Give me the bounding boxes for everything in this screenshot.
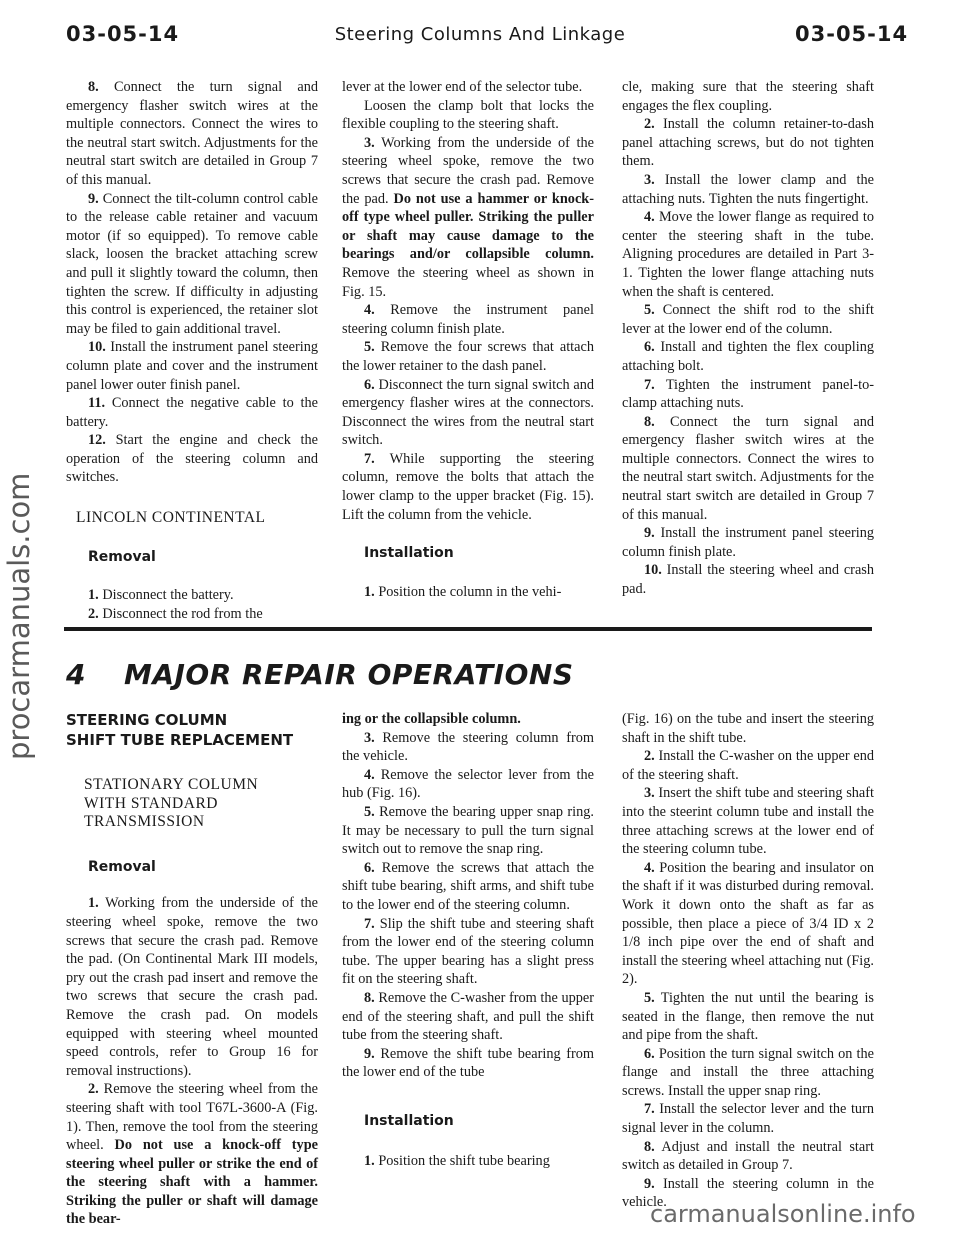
list-item	[66, 78, 318, 190]
step-number: 6.	[364, 376, 375, 393]
step-text: Install the steering wheel and crash pad.	[622, 562, 874, 598]
step-number: 1.	[364, 1153, 375, 1170]
step-number: 8.	[644, 1138, 655, 1155]
step-text: Disconnect the rod from the	[102, 605, 263, 622]
step-text: Remove the shift tube bearing from the lower end of the tube	[342, 1045, 594, 1081]
paragraph: cle, making sure that the steering shaft engages the flex coupling.	[622, 79, 874, 114]
warning-text: Do not use a knock-off type steering wheel puller or strike the end of the steering shaft with a hammer. Striking the puller or shaft will damage the bear-	[66, 1137, 318, 1228]
step-number: 1.	[88, 895, 99, 912]
page-number-right: 03-05-14	[795, 22, 909, 46]
list-item	[342, 915, 594, 989]
section-heading-text: MAJOR REPAIR OPERATIONS	[123, 658, 574, 691]
list-item	[342, 376, 594, 450]
step-number: 5.	[644, 989, 655, 1006]
subsection-title-line-3: TRANSMISSION	[84, 813, 205, 831]
step-text: Adjust and install the neutral start switch as detailed in Group 7.	[622, 1138, 874, 1174]
bottom-column-1	[66, 710, 318, 1229]
page-header	[0, 18, 960, 58]
step-text: Connect the shift rod to the shift lever at the lower end of the column.	[622, 302, 874, 337]
step-text: Disconnect the battery.	[102, 587, 234, 604]
procedure-heading-line-2: SHIFT TUBE REPLACEMENT	[66, 731, 294, 749]
step-number: 5.	[364, 803, 375, 820]
step-text: Insert the shift tube and steering shaft into the steerint column tube and install the three attaching screws at the lower end of the steering column tube.	[622, 785, 875, 858]
section-title: LINCOLN CONTINENTAL	[76, 509, 266, 527]
step-number: 4.	[644, 209, 655, 226]
step-number: 3.	[364, 729, 375, 746]
list-item	[622, 413, 874, 525]
step-text: Slip the shift tube and steering shaft from the lower end of the steering column tube. The upper bearing has a slight press fit on the steering shaft.	[342, 915, 594, 988]
step-number: 2.	[644, 116, 655, 133]
removal-heading: Removal	[88, 858, 156, 875]
step-number: 9.	[644, 1175, 655, 1192]
step-number: 7.	[644, 376, 655, 393]
list-item	[622, 1045, 874, 1101]
step-text: Install the column retainer-to-dash panel attaching screws, but do not tighten them.	[622, 116, 874, 170]
major-section-heading	[66, 658, 574, 691]
step-text: Connect the turn signal and emergency flasher switch wires at the multiple connectors. Connect the wires to the neutral start switch. Adjustments for the neutral start switch are detailed in Group 7 of this manual.	[66, 79, 318, 188]
step-text: Disconnect the turn signal switch and emergency flasher wires at the connectors. Disconnect the wires from the neutral start switch.	[342, 376, 595, 449]
step-number: 7.	[644, 1101, 655, 1118]
step-number: 8.	[364, 989, 375, 1006]
list-item	[342, 1152, 594, 1171]
step-text: Remove the steering column from the vehicle.	[342, 729, 595, 765]
step-text: Position the column in the vehi-	[378, 583, 562, 600]
top-column-2	[342, 78, 594, 601]
list-item	[622, 208, 874, 301]
list-item	[622, 561, 874, 598]
step-number: 9.	[644, 525, 655, 542]
step-number: 10.	[644, 562, 662, 579]
step-number: 6.	[644, 339, 655, 356]
list-item	[342, 338, 594, 375]
warning-text: ing or the collapsible column.	[342, 711, 521, 727]
list-item	[342, 583, 594, 602]
list-item	[622, 338, 874, 375]
list-item	[66, 338, 318, 394]
list-item	[622, 1100, 874, 1137]
step-text: Start the engine and check the operation of the steering column and switches.	[66, 432, 318, 486]
list-item	[622, 1138, 874, 1175]
step-number: 5.	[364, 339, 375, 356]
list-item	[66, 190, 318, 339]
procedure-heading-line-1: STEERING COLUMN	[66, 711, 228, 729]
top-column-1	[66, 78, 318, 623]
step-number: 1.	[364, 583, 375, 600]
list-item	[622, 989, 874, 1045]
step-text: Working from the underside of the steering wheel spoke, remove the two screws that secure the crash pad. Remove the pad.	[342, 134, 594, 207]
step-text: Position the bearing and insulator on the shaft if it was disturbed during removal. Work it down onto the shaft as far as possible, then place a piece of 3/4 ID x 2 1/8 inch pipe over the end of shaft and install the steering wheel attaching nut (Fig. 2).	[622, 859, 874, 988]
step-text: Remove the steering wheel from the steering shaft with tool T67L-3600-A (Fig. 1). Then, remove the tool from the steering wheel.	[66, 1081, 318, 1154]
step-text: Position the shift tube bearing	[378, 1153, 550, 1170]
list-item	[622, 524, 874, 561]
step-text: Install the instrument panel steering column finish plate.	[622, 525, 875, 560]
step-number: 2.	[88, 605, 99, 622]
step-text: Install the C-washer on the upper end of the steering shaft.	[622, 748, 875, 783]
list-item	[66, 586, 318, 605]
bottom-watermark: carmanualsonline.info	[650, 1200, 916, 1228]
side-watermark: procarmanuals.com	[2, 472, 36, 760]
step-number: 9.	[364, 1045, 375, 1062]
step-number: 12.	[88, 432, 106, 449]
step-number: 6.	[364, 859, 375, 876]
paragraph: Loosen the clamp bolt that locks the flexible coupling to the steering shaft.	[342, 97, 594, 133]
step-text: Tighten the instrument panel-to-clamp attaching nuts.	[622, 376, 874, 412]
list-item	[622, 115, 874, 171]
list-item	[342, 301, 594, 338]
list-item	[66, 394, 318, 431]
step-text: Install the instrument panel steering column plate and cover and the instrument panel lower outer finish panel.	[66, 339, 318, 393]
step-number: 4.	[364, 302, 375, 319]
list-item	[622, 784, 874, 858]
step-text: Connect the turn signal and emergency flasher switch wires at the multiple connectors. Connect the wires to the neutral start switch. Adjustments for the neutral start switch are detailed in Group 7 of this manual.	[622, 413, 874, 523]
step-number: 8.	[88, 79, 99, 95]
step-number: 5.	[644, 302, 655, 319]
installation-heading: Installation	[364, 1112, 454, 1129]
step-number: 10.	[88, 339, 106, 356]
list-item	[342, 450, 594, 524]
list-item	[622, 171, 874, 208]
removal-heading: Removal	[88, 548, 156, 565]
section-divider	[64, 627, 872, 631]
bottom-column-3	[622, 710, 874, 1212]
list-item	[342, 729, 594, 766]
step-text: Connect the negative cable to the battery.	[66, 395, 319, 430]
step-text: Remove the four screws that attach the lower retainer to the dash panel.	[342, 339, 594, 374]
step-text: Remove the steering wheel as shown in Fig. 15.	[342, 264, 594, 300]
step-number: 4.	[644, 859, 655, 876]
step-number: 2.	[88, 1081, 99, 1098]
page-title: Steering Columns And Linkage	[334, 24, 626, 45]
step-text: Remove the instrument panel steering column finish plate.	[342, 302, 594, 337]
step-text: Connect the tilt-column control cable to the release cable retainer and vacuum motor (if so equipped). To remove cable slack, loosen the bracket attaching screw and pull it slightly toward the column, then tighten the screw. If difficulty in adjusting this control is experienced, the retainer slot may be filed to gain additional travel.	[66, 190, 318, 337]
step-text: Position the turn signal switch on the flange and install the three attaching screws. Install the upper snap ring.	[622, 1045, 874, 1099]
list-item	[66, 1080, 318, 1229]
step-text: Working from the underside of the steering wheel spoke, remove the two screws that secure the crash pad. Remove the pad. (On Continental Mark III models, pry out the crash pad insert and remove the two screws that secure the crash pad. Remove the crash pad. On models equipped with steering wheel mounted speed controls, refer to Group 16 for removal instructions).	[66, 895, 318, 1079]
installation-heading: Installation	[364, 545, 454, 562]
list-item	[622, 376, 874, 413]
step-text: Move the lower flange as required to center the steering shaft in the tube. Aligning procedures are detailed in Part 3-1. Tighten the lower flange attaching nuts when the shaft is centered.	[622, 209, 874, 300]
step-number: 3.	[644, 785, 655, 802]
page-number-left: 03-05-14	[66, 22, 180, 46]
warning-text: Do not use a hammer or knock-off type wheel puller. Striking the puller or shaft may cause damage to the bearings and/or collapsible column.	[342, 190, 595, 263]
list-item	[66, 431, 318, 487]
step-number: 3.	[364, 134, 375, 151]
list-item	[342, 766, 594, 803]
step-number: 1.	[88, 587, 99, 604]
list-item	[66, 894, 318, 1080]
top-column-3	[622, 78, 874, 599]
list-item	[622, 859, 874, 989]
step-text: Remove the screws that attach the shift tube bearing, shift arms, and shift tube to the lower end of the steering column.	[342, 859, 595, 913]
step-number: 4.	[364, 766, 375, 783]
section-number: 4	[66, 658, 86, 691]
list-item	[342, 1045, 594, 1082]
step-number: 9.	[88, 190, 99, 207]
list-item	[342, 859, 594, 915]
subsection-title-line-2: WITH STANDARD	[84, 794, 218, 812]
step-text: Remove the selector lever from the hub (Fig. 16).	[342, 766, 594, 802]
list-item	[66, 605, 318, 624]
step-text: Install the lower clamp and the attaching nuts. Tighten the nuts fingertight.	[622, 171, 874, 207]
list-item	[342, 803, 594, 859]
bottom-column-2	[342, 710, 594, 1171]
step-text: Remove the bearing upper snap ring. It may be necessary to pull the turn signal switch out to remove the snap ring.	[342, 803, 595, 858]
list-item	[342, 989, 594, 1045]
step-number: 7.	[364, 450, 375, 467]
step-text: Install the steering column in the vehicle.	[622, 1175, 874, 1211]
step-text: Remove the C-washer from the upper end of the steering shaft, and pull the shift tube from the steering shaft.	[342, 989, 594, 1044]
step-text: Tighten the nut until the bearing is seated in the flange, then remove the nut and pipe from the shaft.	[622, 989, 874, 1044]
step-number: 8.	[644, 413, 655, 430]
step-number: 7.	[364, 915, 375, 932]
step-number: 2.	[644, 748, 655, 765]
step-number: 3.	[644, 171, 655, 188]
step-number: 6.	[644, 1045, 655, 1062]
step-number: 11.	[88, 395, 106, 412]
paragraph: (Fig. 16) on the tube and insert the steering shaft in the shift tube.	[622, 711, 874, 746]
step-text: Install and tighten the flex coupling attaching bolt.	[622, 339, 874, 374]
list-item	[342, 134, 594, 301]
paragraph: lever at the lower end of the selector tube.	[342, 79, 583, 95]
list-item	[622, 301, 874, 338]
step-text: While supporting the steering column, remove the bolts that attach the lower clamp to the upper bracket (Fig. 15). Lift the column from the vehicle.	[342, 450, 594, 523]
list-item	[622, 747, 874, 784]
subsection-title-line-1: STATIONARY COLUMN	[84, 776, 259, 793]
step-text: Install the selector lever and the turn signal lever in the column.	[622, 1101, 874, 1137]
